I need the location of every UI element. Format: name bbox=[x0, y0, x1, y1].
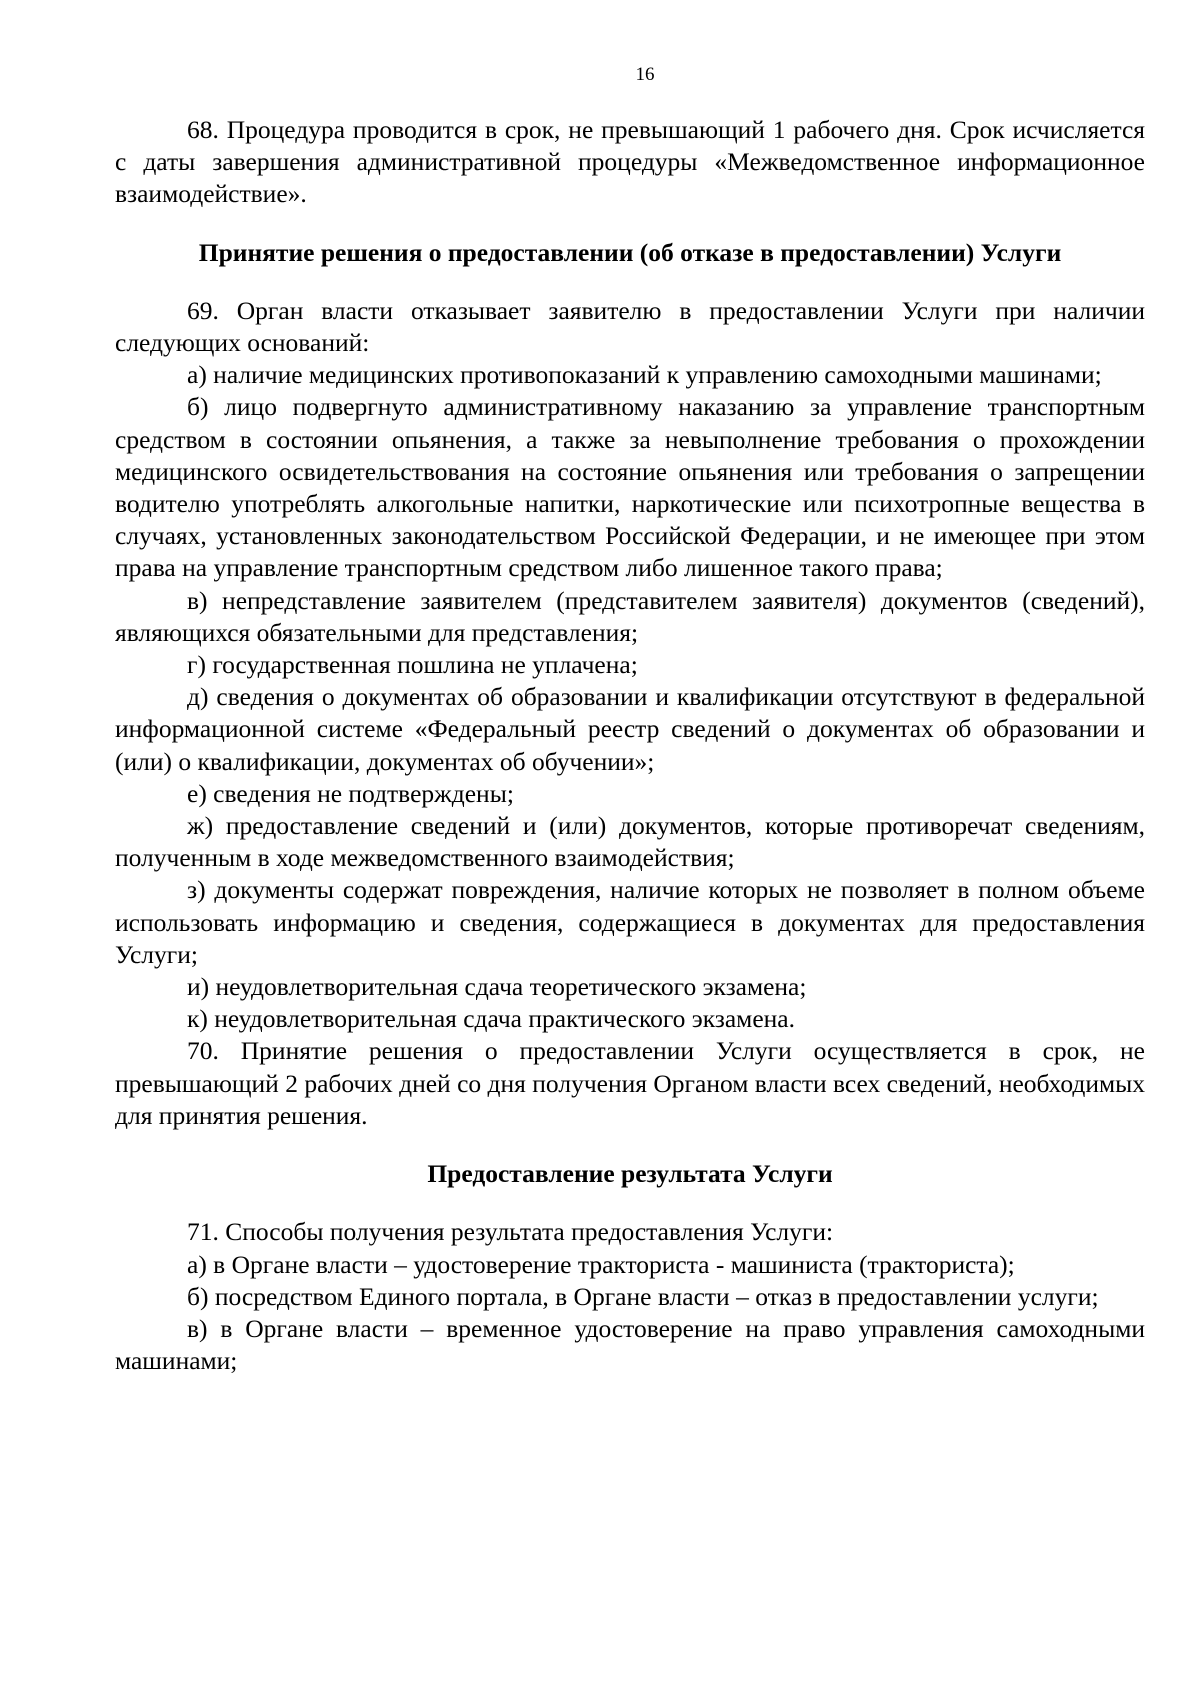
result-item-b: б) посредством Единого портала, в Органе власти – отказ в предоставлении услуги; bbox=[187, 1281, 1099, 1311]
page-number: 16 bbox=[635, 64, 655, 85]
list-item-v: в) непредставление заявителем (представителем заявителя) документов (сведений), являющихся обязательными для представления; bbox=[115, 585, 1145, 647]
paragraph-71: 71. Способы получения результата предоставления Услуги: bbox=[187, 1217, 834, 1247]
paragraph-69: 69. Орган власти отказывает заявителю в предоставлении Услуги при наличии следующих оснований: bbox=[115, 295, 1145, 358]
list-item-e: е) сведения не подтверждены; bbox=[187, 778, 514, 808]
section-heading-result: Предоставление результата Услуги bbox=[427, 1159, 833, 1189]
list-item-d: д) сведения о документах об образовании и квалификации отсутствуют в федеральной информационной системе «Федеральный реестр сведений о документах об образовании и (или) о квалификации, документах об обучении»; bbox=[115, 682, 1145, 776]
result-item-a: а) в Органе власти – удостоверение тракториста - машиниста (тракториста); bbox=[187, 1249, 1015, 1279]
list-item-a: а) наличие медицинских противопоказаний к управлению самоходными машинами; bbox=[187, 360, 1102, 390]
list-item-zh: ж) предоставление сведений и (или) документов, которые противоречат сведениям, полученным в ходе межведомственного взаимодействия; bbox=[115, 811, 1145, 873]
paragraph-70: 70. Принятие решения о предоставлении Услуги осуществляется в срок, не превышающий 2 рабочих дней со дня получения Органом власти всех сведений, необходимых для принятия решения. bbox=[115, 1036, 1145, 1130]
list-item-b: б) лицо подвергнуто административному наказанию за управление транспортным средством в состоянии опьянения, а также за невыполнение требования о прохождении медицинского освидетельствования на состояние опьянения или требования о запрещении водителю употреблять алкогольные напитки, наркотические или психотропные вещества в случаях, установленных законодательством Российской Федерации, и не имеющее при этом права на управление транспортным средством либо лишенное такого права; bbox=[115, 392, 1145, 583]
result-item-v: в) в Органе власти – временное удостоверение на право управления самоходными машинами; bbox=[115, 1313, 1145, 1376]
section-heading-decision: Принятие решения о предоставлении (об отказе в предоставлении) Услуги bbox=[198, 237, 1062, 267]
list-item-g: г) государственная пошлина не уплачена; bbox=[187, 650, 638, 680]
list-item-k: к) неудовлетворительная сдача практического экзамена. bbox=[187, 1004, 795, 1034]
list-item-i: и) неудовлетворительная сдача теоретического экзамена; bbox=[187, 972, 807, 1002]
paragraph-68: 68. Процедура проводится в срок, не превышающий 1 рабочего дня. Срок исчисляется с даты завершения административной процедуры «Межведомственное информационное взаимодействие». bbox=[115, 115, 1145, 209]
list-item-z: з) документы содержат повреждения, наличие которых не позволяет в полном объеме использовать информацию и сведения, содержащиеся в документах для предоставления Услуги; bbox=[115, 875, 1145, 969]
document-page bbox=[115, 62, 1145, 1377]
